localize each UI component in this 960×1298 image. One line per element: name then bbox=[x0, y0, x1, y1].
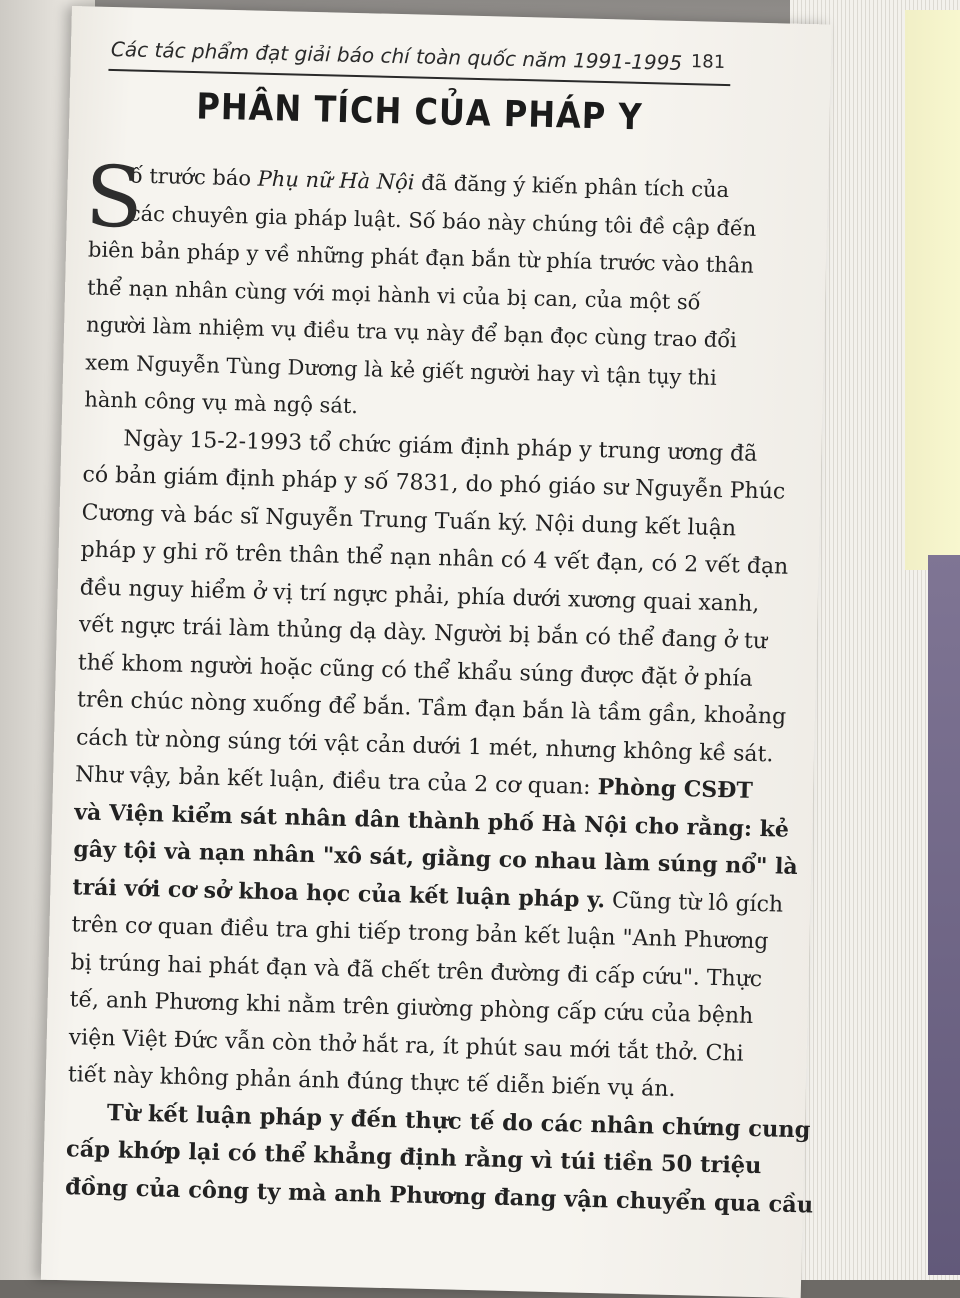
text-line: tế, anh Phương khi nằm trên giường phòng cấp cứu của bệnh bbox=[69, 987, 754, 1029]
text-line: đều nguy hiểm ở vị trí ngực phải, phía dưới xương quai xanh, bbox=[79, 574, 760, 617]
drop-cap: S bbox=[84, 147, 145, 247]
text-line: xem Nguyễn Tùng Dương là kẻ giết người hay vì tận tụy thi bbox=[85, 349, 718, 390]
text-line: bị trúng hai phát đạn và đã chết trên đường đi cấp cứu". Thực bbox=[70, 949, 763, 992]
text-line: tiết này không phản ánh đúng thực tế diễn biến vụ án. bbox=[67, 1062, 676, 1103]
text-line: các chuyên gia pháp luật. Số báo này chúng tôi đề cập đến bbox=[128, 200, 757, 241]
text-line: hành công vụ mà ngộ sát. bbox=[84, 387, 359, 419]
text-line: vết ngực trái làm thủng dạ dày. Người bị bắn có thể đang ở tư bbox=[78, 612, 768, 655]
text-line: thế khom người hoặc cũng có thể khẩu súng được đặt ở phía bbox=[77, 649, 753, 692]
text-line: Ngày 15-2-1993 tổ chức giám định pháp y trung ương đã bbox=[123, 425, 758, 467]
text-line: viện Việt Đức vẫn còn thở hắt ra, ít phút sau mới tắt thở. Chi bbox=[68, 1024, 744, 1067]
text-line: đồng của công ty mà anh Phương đang vận chuyển qua cầu bbox=[64, 1173, 814, 1218]
page-number: 181 bbox=[690, 51, 726, 73]
text-line: Cương và bác sĩ Nguyễn Trung Tuấn ký. Nội dung kết luận bbox=[81, 499, 737, 541]
text-line: gây tội và nạn nhân "xô sát, giằng co nhau làm súng nổ" là bbox=[73, 836, 798, 880]
text-line: và Viện kiểm sát nhân dân thành phố Hà Nội cho rằng: kẻ bbox=[73, 798, 790, 843]
book-page bbox=[41, 6, 832, 1298]
yellow-bookmark-edge bbox=[905, 10, 960, 570]
text-line: pháp y ghi rõ trên thân thể nạn nhân có 4 vết đạn, có 2 vết đạn bbox=[80, 537, 789, 580]
text-line: người làm nhiệm vụ điều tra vụ này để bạn đọc cùng trao đổi bbox=[85, 312, 738, 353]
purple-book-cover bbox=[928, 555, 960, 1275]
text-line: trái với cơ sở khoa học của kết luận pháp y. Cũng từ lô gích bbox=[72, 873, 784, 918]
article-body bbox=[64, 147, 814, 1222]
text-line: biên bản pháp y về những phát đạn bắn từ phía trước vào thân bbox=[87, 237, 755, 278]
text-line: cấp khớp lại có thể khẳng định rằng vì túi tiền 50 triệu bbox=[65, 1136, 762, 1180]
text-line: ố trước báo Phụ nữ Hà Nội đã đăng ý kiến phân tích của bbox=[129, 163, 730, 203]
text-line: trên chúc nòng xuống để bắn. Tầm đạn bắn là tầm gần, khoảng bbox=[76, 687, 787, 730]
text-line: trên cơ quan điều tra ghi tiếp trong bản kết luận "Anh Phương bbox=[71, 912, 769, 955]
text-line: Như vậy, bản kết luận, điều tra của 2 cơ quan: Phòng CSĐT bbox=[74, 762, 754, 804]
text-line: thể nạn nhân cùng với mọi hành vi của bị can, của một số bbox=[86, 274, 701, 314]
running-header: Các tác phẩm đạt giải báo chí toàn quốc năm 1991-1995 bbox=[110, 36, 683, 75]
text-line: Từ kết luận pháp y đến thực tế do các nhân chứng cung bbox=[106, 1099, 811, 1143]
text-line: cách từ nòng súng tới vật cản dưới 1 mét, nhưng không kề sát. bbox=[75, 724, 774, 767]
text-line: có bản giám định pháp y số 7831, do phó giáo sư Nguyễn Phúc bbox=[82, 462, 786, 505]
article-title: PHÂN TÍCH CỦA PHÁP Y bbox=[195, 84, 644, 139]
